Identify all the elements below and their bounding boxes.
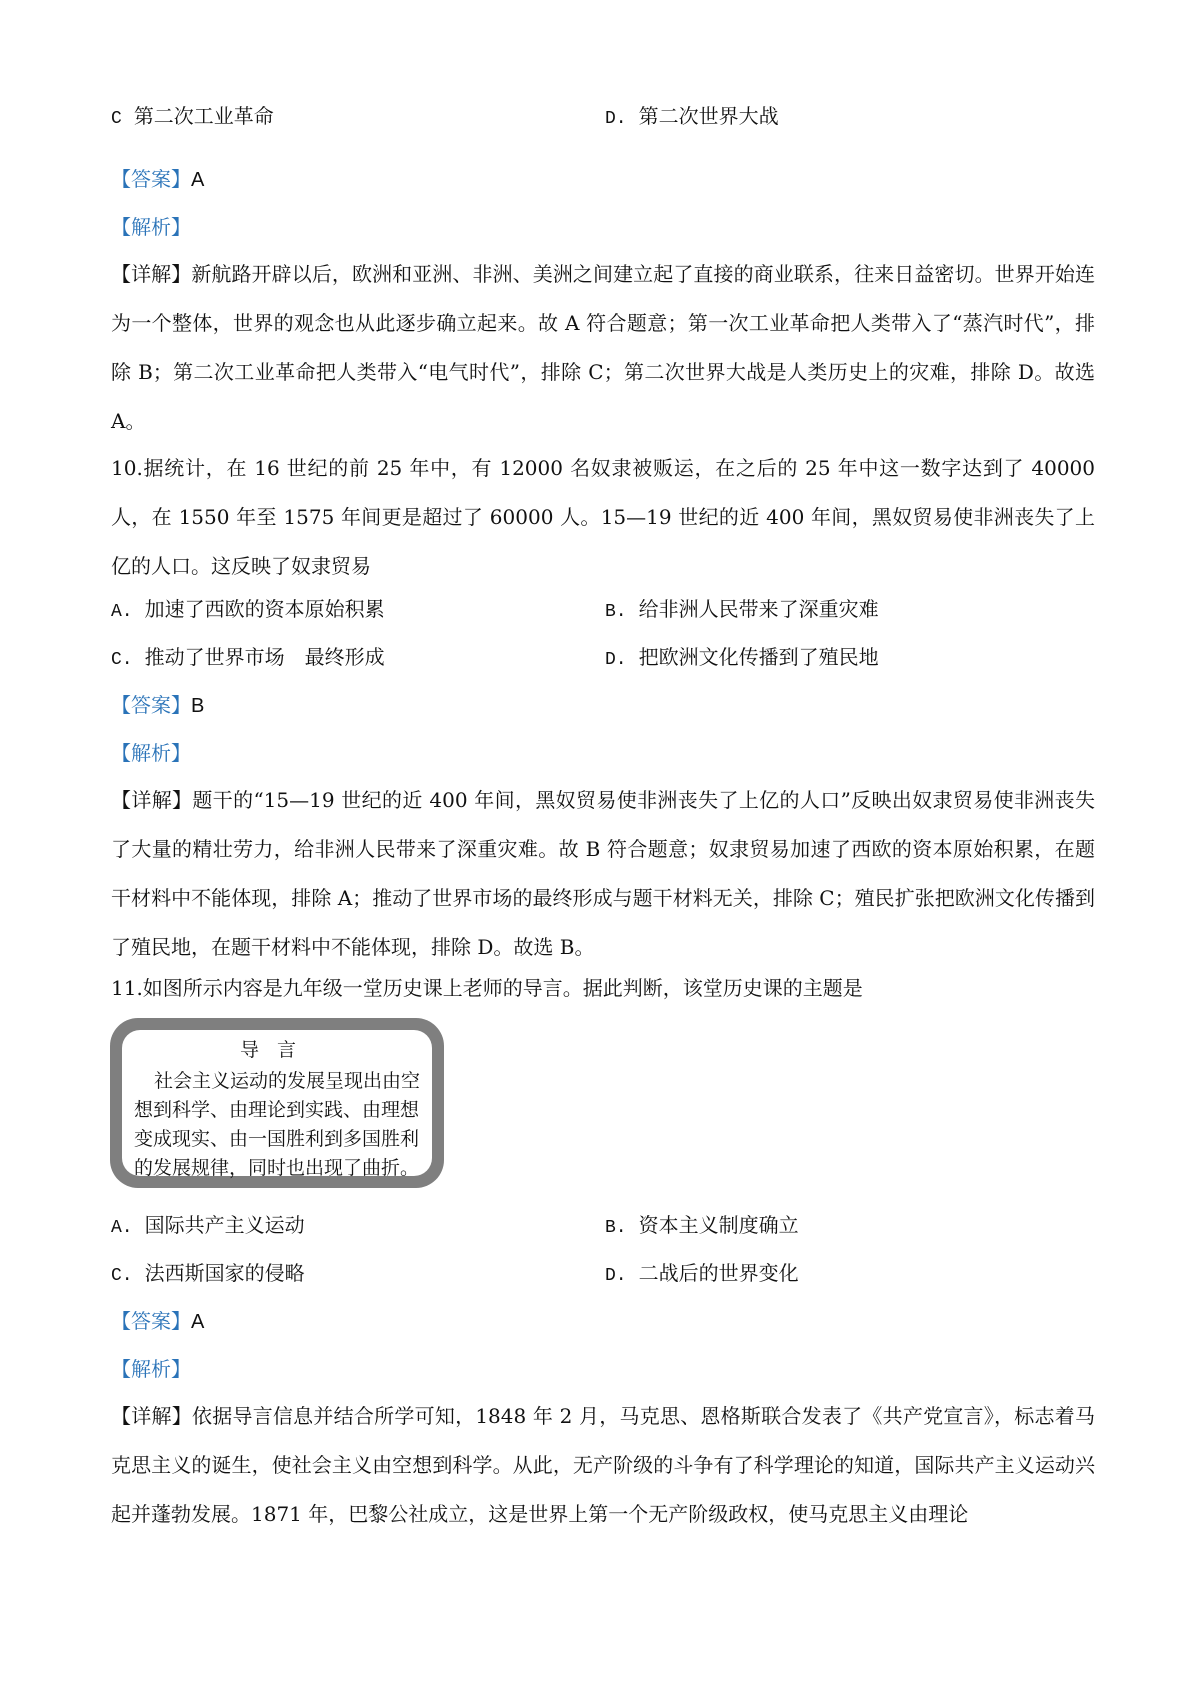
intro-line: 的发展规律，同时也出现了曲折。: [134, 1157, 420, 1179]
answer-value: A: [191, 1311, 205, 1333]
detail-text: 题干的“15—19 世纪的近 400 年间，黑奴贸易使非洲丧失了上亿的人口”反映出奴隶贸易使非洲丧失了大量的精壮劳力，给非洲人民带来了深重灾难。故 B 符合题意；奴隶贸易加速了西欧的资本原始积累，在题干材料中不能体现，排除 A；推动了世界市场的最终形成与题干材料无关，排除 C；殖民扩张把欧洲文化传播到了殖民地，在题干材料中不能体现，排除 D。故选 B。: [111, 788, 1096, 959]
answer-value: A: [191, 169, 205, 191]
q11-stem: 11.如图所示内容是九年级一堂历史课上老师的导言。据此判断，该堂历史课的主题是: [111, 976, 863, 1000]
option-text: 加速了西欧的资本原始积累: [144, 597, 385, 621]
q11-option-c: [111, 1261, 305, 1288]
answer-value: B: [191, 695, 205, 717]
detail-label: 【详解】: [111, 262, 192, 286]
option-letter: B.: [605, 1218, 627, 1238]
intro-title: 导言: [239, 1039, 314, 1061]
intro-line: 社会主义运动的发展呈现出由空: [154, 1070, 421, 1092]
q9-answer: [111, 167, 204, 192]
answer-label: 【答案】: [111, 167, 191, 191]
option-letter: B.: [605, 602, 627, 622]
q10-option-c: [111, 645, 385, 672]
option-text: 第二次工业革命: [133, 104, 274, 128]
option-text: 推动了世界市场 最终形成: [144, 645, 385, 669]
option-letter: D.: [605, 1266, 627, 1286]
q9-option-c: [111, 104, 274, 131]
q10-option-b: [605, 597, 879, 624]
q9-analysis-label: 【解析】: [111, 215, 191, 239]
q11-answer: [111, 1309, 204, 1334]
option-text: 把欧洲文化传播到了殖民地: [638, 645, 879, 669]
option-text: 给非洲人民带来了深重灾难: [638, 597, 879, 621]
option-letter: C: [111, 109, 122, 129]
q10-analysis-label: 【解析】: [111, 741, 191, 765]
answer-label: 【答案】: [111, 693, 191, 717]
option-text: 资本主义制度确立: [638, 1213, 799, 1237]
option-letter: C.: [111, 1266, 133, 1286]
q10-answer: [111, 693, 204, 718]
q11-option-b: [605, 1213, 799, 1240]
q10-option-a: [111, 597, 385, 624]
intro-line: 变成现实、由一国胜利到多国胜利: [134, 1128, 420, 1150]
q11-option-d: [605, 1261, 799, 1288]
q10-detail: [111, 776, 1095, 972]
option-letter: A.: [111, 1218, 133, 1238]
detail-label: 【详解】: [111, 788, 193, 812]
option-letter: C.: [111, 650, 133, 670]
intro-panel: [122, 1030, 432, 1179]
detail-text: 依据导言信息并结合所学可知，1848 年 2 月，马克思、恩格斯联合发表了《共产党宣言》，标志着马克思主义的诞生，使社会主义由空想到科学。从此，无产阶级的斗争有了科学理论的知道，国际共产主义运动兴起并蓬勃发展。1871 年，巴黎公社成立，这是世界上第一个无产阶级政权，使马克思主义由理论: [111, 1404, 1095, 1526]
option-text: 二战后的世界变化: [638, 1261, 799, 1285]
q11-analysis-label: 【解析】: [111, 1357, 191, 1381]
q10-option-d: [605, 645, 879, 672]
option-letter: D.: [605, 650, 627, 670]
q9-option-d: [605, 104, 779, 131]
intro-figure: [110, 1018, 444, 1188]
q9-detail: [111, 250, 1095, 446]
answer-label: 【答案】: [111, 1309, 191, 1333]
option-letter: A.: [111, 602, 133, 622]
option-text: 国际共产主义运动: [144, 1213, 305, 1237]
option-text: 法西斯国家的侵略: [144, 1261, 305, 1285]
detail-label: 【详解】: [111, 1404, 192, 1428]
option-text: 第二次世界大战: [638, 104, 779, 128]
q10-stem: 10.据统计，在 16 世纪的前 25 年中，有 12000 名奴隶被贩运，在之后的 25 年中这一数字达到了 40000 人，在 1550 年至 1575 年间更是超过了 60000 人。15—19 世纪的近 400 年间，黑奴贸易使非洲丧失了上亿的人口。这反映了奴隶贸易: [111, 456, 1095, 578]
detail-text: 新航路开辟以后，欧洲和亚洲、非洲、美洲之间建立起了直接的商业联系，往来日益密切。世界开始连为一个整体，世界的观念也从此逐步确立起来。故 A 符合题意；第一次工业革命把人类带入了“蒸汽时代”，排除 B；第二次工业革命把人类带入“电气时代”，排除 C；第二次世界大战是人类历史上的灾难，排除 D。故选 A。: [111, 262, 1096, 433]
q11-detail: [111, 1392, 1095, 1539]
intro-line: 想到科学、由理论到实践、由理想: [134, 1099, 420, 1121]
q11-option-a: [111, 1213, 305, 1240]
option-letter: D.: [605, 109, 627, 129]
